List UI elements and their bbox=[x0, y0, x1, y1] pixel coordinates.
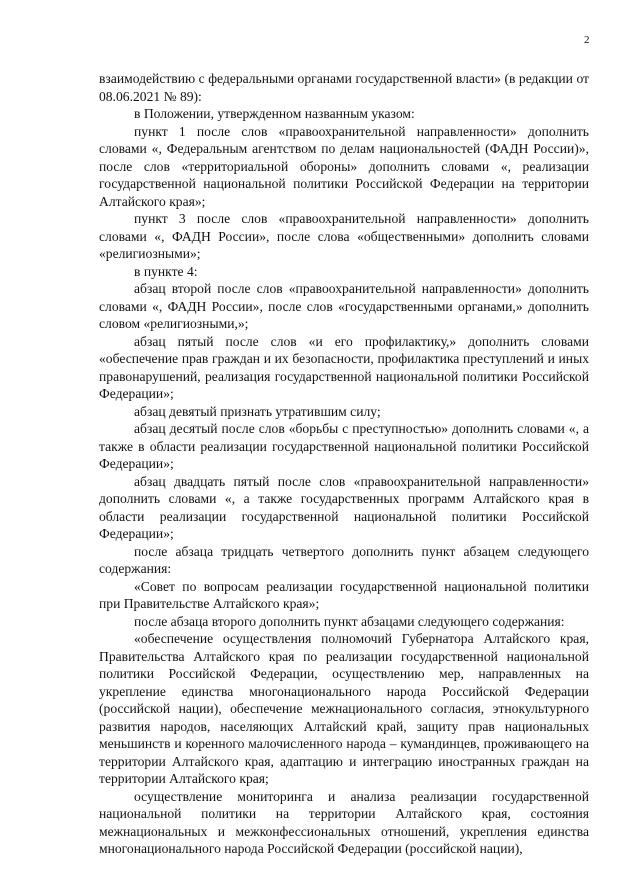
paragraph: осуществление мониторинга и анализа реализации государственной национальной политики на территории Алтайского края, состояния межнациональных и межконфессиональных отношений, укрепления единства многонационального народа Российской Федерации (российской нации), bbox=[99, 788, 589, 856]
paragraph: «обеспечение осуществления полномочий Губернатора Алтайского края, Правительства Алтайского края по реализации государственной национальной политики Российской Федерации, осуществлению мер, направленных на укрепление единства многонационального народа Российской Федерации (российской нации), обеспечение межнационального согласия, этнокультурного развития народов, населяющих Алтайский край, защиту прав национальных меньшинств и коренного малочисленного народа – кумандинцев, проживающего на территории Алтайского края, адаптацию и интеграцию иностранных граждан на территории Алтайского края; bbox=[99, 631, 589, 786]
paragraph: после абзаца тридцать четвертого дополнить пункт абзацем следующего содержания: bbox=[99, 543, 589, 576]
page-number: 2 bbox=[584, 34, 590, 46]
paragraph: после абзаца второго дополнить пункт абзацами следующего содержания: bbox=[134, 613, 565, 629]
paragraph: абзац пятый после слов «и его профилактику,» дополнить словами «обеспечение прав граждан и их безопасности, профилактика преступлений и иных правонарушений, реализация государственной национальной политики Российской Федерации»; bbox=[99, 333, 589, 401]
paragraph: пункт 3 после слов «правоохранительной направленности» дополнить словами «, ФАДН России», после слова «общественными» дополнить словами «религиозными»; bbox=[99, 211, 589, 261]
paragraph: в пункте 4: bbox=[134, 263, 198, 279]
paragraph: пункт 1 после слов «правоохранительной направленности» дополнить словами «, Федеральным агентством по делам национальностей (ФАДН России)», после слов «территориальной обороны» дополнить словами «, реализации государственной национальной политики Российской Федерации на территории Алтайского края»; bbox=[99, 123, 589, 209]
paragraph: абзац десятый после слов «борьбы с преступностью» дополнить словами «, а также в области реализации государственной национальной политики Российской Федерации»; bbox=[99, 421, 589, 471]
paragraph: в Положении, утвержденном названным указом: bbox=[134, 106, 415, 121]
document-body bbox=[99, 70, 589, 858]
paragraph: абзац двадцать пятый после слов «правоохранительной направленности» дополнить словами «, а также государственных программ Алтайского края в области реализации государственной национальной политики Российской Федерации»; bbox=[99, 473, 589, 541]
paragraph: «Совет по вопросам реализации государственной национальной политики при Правительстве Алтайского края»; bbox=[99, 578, 589, 611]
paragraph: абзац второй после слов «правоохранительной направленности» дополнить словами «, ФАДН России», после слов «государственными органами,» дополнить словом «религиозными,»; bbox=[99, 281, 589, 331]
paragraph: взаимодействию с федеральными органами государственной власти» (в редакции от 08.06.2021 № 89): bbox=[99, 71, 589, 104]
paragraph: абзац девятый признать утратившим силу; bbox=[134, 403, 381, 419]
